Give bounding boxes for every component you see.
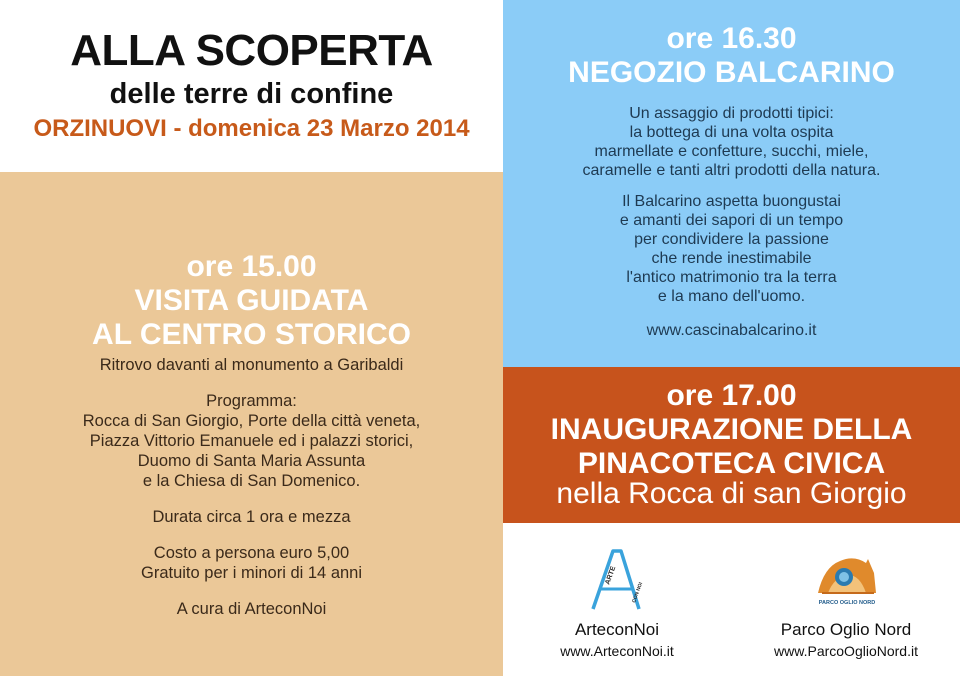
cost-line: Costo a persona euro 5,00 [153,544,350,562]
shop-line: caramelle e tanti altri prodotti della natura. [582,162,881,179]
parco-oglio-nord-logo-icon [814,549,880,609]
parco-mark-text: PARCO OGLIO NORD [818,600,876,606]
shop-line: e amanti dei sapori di un tempo [619,212,844,229]
shop-line: la bottega di una volta ospita [629,124,834,141]
inauguration-subtitle: nella Rocca di san Giorgio [556,477,907,510]
arteconnoi-mark-text: ARTE [604,565,618,586]
program-line: Duomo di Santa Maria Assunta [137,452,366,470]
main-title: ALLA SCOPERTA [70,26,433,75]
shop-panel [503,0,960,367]
shop-line: per condividere la passione [634,231,829,248]
tour-title-line1: VISITA GUIDATA [134,283,369,317]
shop-paragraph-1 [503,104,960,180]
arteconnoi-name: ArteconNoi [574,620,660,639]
tour-details [0,355,503,635]
tour-program [0,391,503,491]
shop-line: che rende inestimabile [651,250,812,267]
parco-oglio-nord-name: Parco Oglio Nord [780,620,912,639]
logos-panel [503,523,960,676]
sub-title: delle terre di confine [109,78,394,110]
tour-title-line2: AL CENTRO STORICO [92,317,411,351]
inauguration-panel [503,367,960,523]
tour-heading [0,250,503,352]
title-panel [0,0,503,172]
arteconnoi-logo-icon [587,545,651,613]
shop-title: NEGOZIO BALCARINO [568,55,895,89]
arteconnoi-mark-small: CON NOI [631,581,645,604]
program-line: Programma: [206,392,297,410]
tour-time: ore 15.00 [186,250,317,283]
shop-line: Un assaggio di prodotti tipici: [629,105,834,122]
shop-paragraph-2 [503,192,960,306]
shop-line: marmellate e confetture, succhi, miele, [594,143,869,160]
arteconnoi-website-link[interactable]: www.ArteconNoi.it [560,643,674,659]
inauguration-time: ore 17.00 [666,379,797,412]
shop-time: ore 16.30 [666,22,797,55]
tour-panel [0,172,503,676]
shop-heading [503,22,960,90]
tour-curator: A cura di ArteconNoi [176,600,327,618]
program-line: Rocca di San Giorgio, Porte della città veneta, [82,412,421,430]
parco-oglio-nord-website-link[interactable]: www.ParcoOglioNord.it [774,643,918,659]
tour-cost [0,543,503,583]
shop-line: l'antico matrimonio tra la terra [626,269,837,286]
shop-line: Il Balcarino aspetta buongustai [622,193,841,210]
tour-meeting: Ritrovo davanti al monumento a Garibaldi [99,356,404,374]
cost-free-line: Gratuito per i minori di 14 anni [140,564,363,582]
shop-description [503,104,960,318]
inauguration-title-line2: PINACOTECA CIVICA [577,446,886,480]
shop-website-link[interactable]: www.cascinabalcarino.it [646,322,817,339]
inauguration-heading [503,379,960,481]
shop-line: e la mano dell'uomo. [657,288,806,305]
place-date: ORZINUOVI - domenica 23 Marzo 2014 [33,115,470,142]
program-line: e la Chiesa di San Domenico. [142,472,361,490]
inauguration-title-line1: INAUGURAZIONE DELLA [550,412,913,446]
program-line: Piazza Vittorio Emanuele ed i palazzi storici, [89,432,414,450]
tour-duration: Durata circa 1 ora e mezza [152,508,351,526]
